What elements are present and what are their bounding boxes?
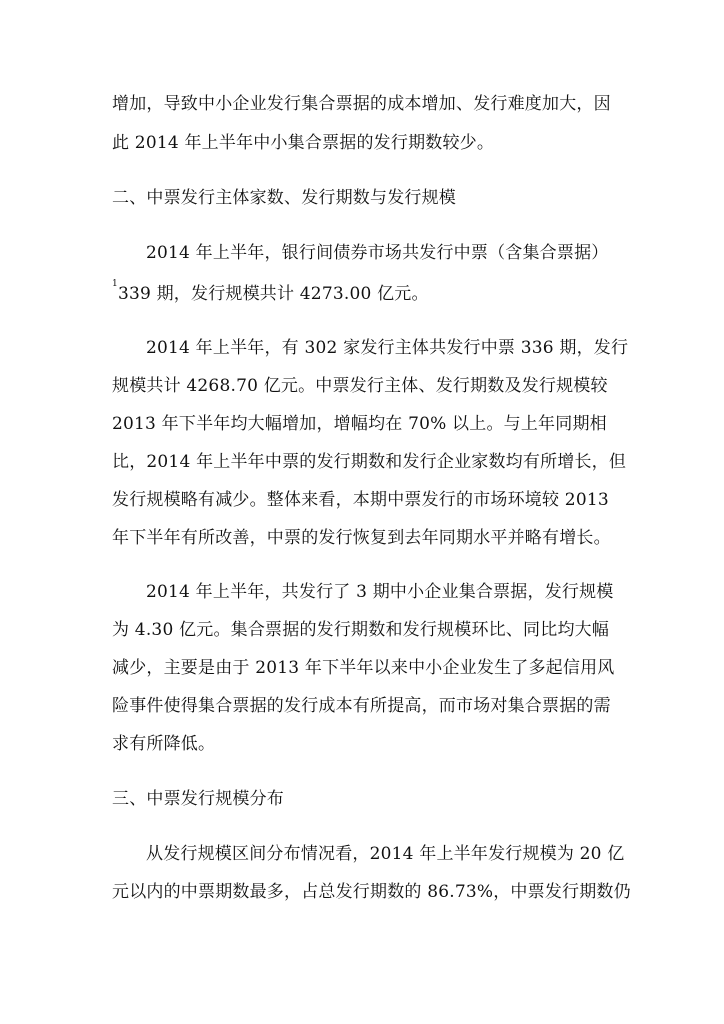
paragraph-1-line-1: 增加，导致中小企业发行集合票据的成本增加、发行难度加大，因 (112, 94, 611, 114)
paragraph-4-line-4: 险事件使得集合票据的发行成本有所提高，而市场对集合票据的需 (112, 696, 611, 716)
paragraph-3-line-2: 规模共计 4268.70 亿元。中票发行主体、发行期数及发行规模较 (112, 376, 608, 396)
paragraph-4-line-2: 为 4.30 亿元。集合票据的发行期数和发行规模环比、同比均大幅 (112, 620, 610, 640)
paragraph-5-line-1: 从发行规模区间分布情况看，2014 年上半年发行规模为 20 亿 (146, 844, 625, 864)
paragraph-4-line-1: 2014 年上半年，共发行了 3 期中小企业集合票据，发行规模 (146, 582, 614, 602)
paragraph-5-line-2: 元以内的中票期数最多，占总发行期数的 86.73%，中票发行期数仍 (112, 882, 631, 902)
section-heading-2: 二、中票发行主体家数、发行期数与发行规模 (112, 188, 456, 208)
section-heading-3: 三、中票发行规模分布 (112, 789, 284, 809)
footnote-marker: 1 (112, 279, 118, 289)
paragraph-3-line-4: 比，2014 年上半年中票的发行期数和发行企业家数均有所增长，但 (112, 452, 627, 472)
paragraph-3-line-6: 年下半年有所改善，中票的发行恢复到去年同期水平并略有增长。 (112, 528, 611, 548)
paragraph-4-line-5: 求有所降低。 (112, 734, 216, 754)
paragraph-1-line-2: 此 2014 年上半年中小集合票据的发行期数较少。 (112, 133, 495, 153)
paragraph-3-line-5: 发行规模略有减少。整体来看，本期中票发行的市场环境较 2013 (112, 490, 609, 510)
paragraph-2-line-2 (112, 279, 429, 306)
paragraph-3-line-3: 2013 年下半年均大幅增加，增幅均在 70% 以上。与上年同期相 (112, 414, 607, 434)
paragraph-4-line-3: 减少，主要是由于 2013 年下半年以来中小企业发生了多起信用风 (112, 658, 615, 678)
paragraph-2-line-1: 2014 年上半年，银行间债券市场共发行中票（含集合票据） (146, 243, 609, 263)
paragraph-3-line-1: 2014 年上半年，有 302 家发行主体共发行中票 336 期，发行 (146, 338, 629, 358)
paragraph-2-line-2-text: 339 期，发行规模共计 4273.00 亿元。 (117, 284, 429, 304)
